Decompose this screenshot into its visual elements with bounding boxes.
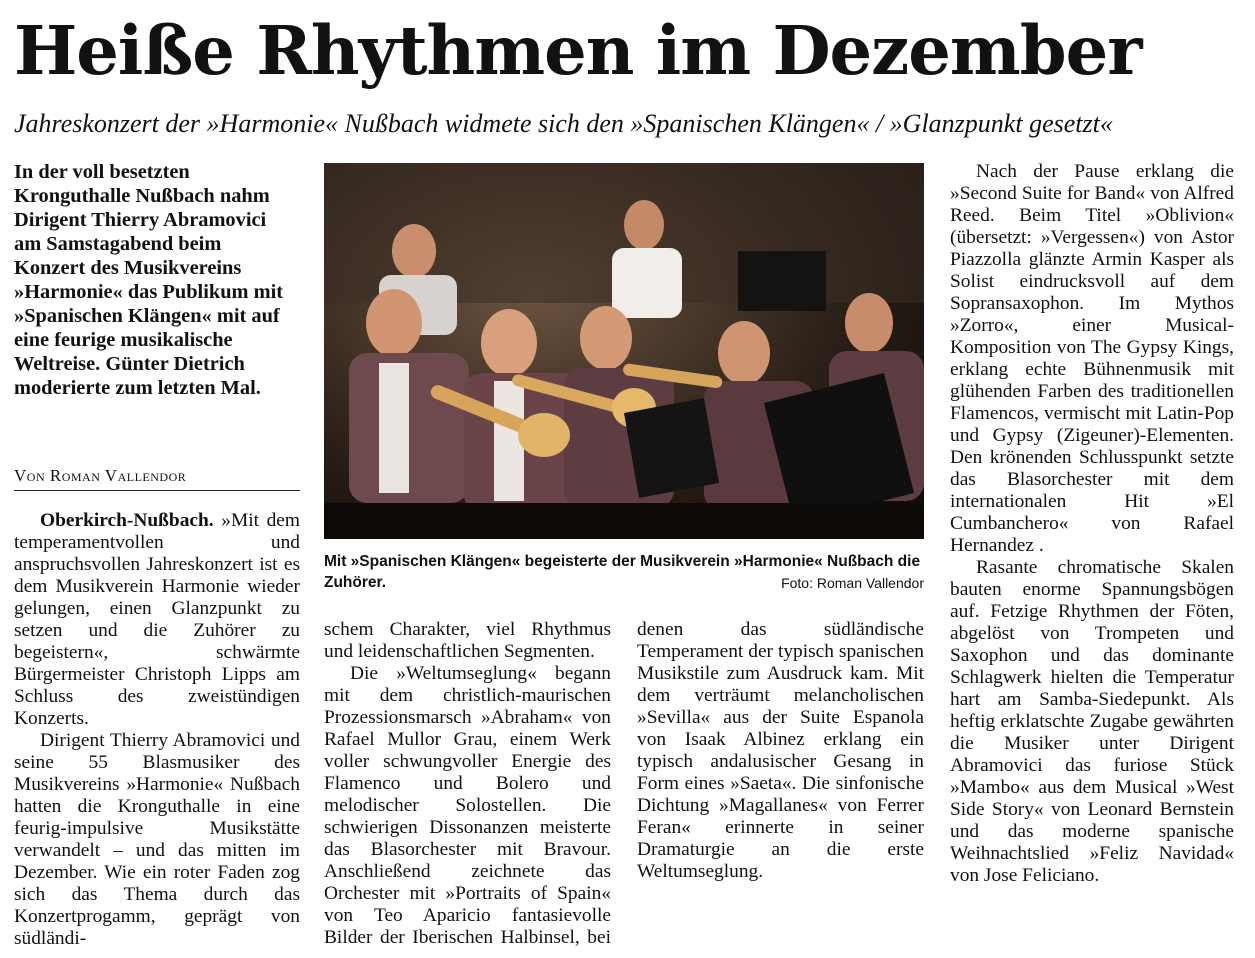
- byline: [14, 466, 300, 491]
- body-text-2: Dirigent Thierry Abramovici und seine 55 Blasmusiker des Musikvereins »Harmonie« Nußbach hatten die Kronguthalle in eine feurig-impulsive Musikstätte verwandelt – und das mitten im Dezember. Wie ein roter Faden zog sich das Thema durch das Konzertprogamm, geprägt von südländi-: [14, 730, 300, 949]
- body-paragraph-5: [950, 557, 1234, 887]
- body-paragraph-2: [14, 730, 300, 950]
- byline-author: Roman Vallendor: [49, 466, 187, 485]
- body-paragraph-4: [950, 161, 1234, 557]
- headline: Heiße Rhythmen im Dezember: [14, 11, 1142, 90]
- concert-photo: [324, 163, 924, 539]
- column-2-3: [324, 619, 924, 949]
- body-paragraph-1: [14, 510, 300, 730]
- column-4: [950, 161, 1234, 887]
- photo-credit: Foto: Roman Vallendor: [781, 575, 924, 591]
- body-text-3: Die »Weltumseglung« begann mit dem christlich-maurischen Prozessionsmarsch »Abraham« von Rafael Mullor Grau, einem Werk voller schwungvoller Energie des Flamenco und Bolero und melodischer Solostellen. Die schwierigen Dissonanzen meisterte das Blasorchester mit Bravour. Anschließend zeichnete das Orchester mit »Portraits of Spain« von Teo Aparicio fantasievolle Bilder der Iberischen Halbinsel, bei denen das südländische Temperament der typisch spanischen Musikstile zum Ausdruck kam. Mit dem verträumt melancholischen »Sevilla« aus der Suite Espanola von Isaak Albinez erklang ein typisch andalusischer Gesang in Form eines »Saeta«. Die sinfonische Dichtung »Magallanes« von Ferrer Feran« erinnerte in seiner Dramaturgie an die erste Weltumseglung.: [324, 619, 924, 948]
- body-text-2-cont: schem Charakter, viel Rhythmus und leidenschaftlichen Segmenten.: [324, 619, 611, 662]
- body-paragraph-3: [324, 619, 924, 949]
- body-text-5: Rasante chromatische Skalen bauten enorme Spannungsbögen auf. Fetzige Rhythmen der Föten, abgelöst von Trompeten und Saxophon und das dominante Schlagwerk hielten die Temperatur hart am Samba-Siedepunkt. Als heftig erklatschte Zugabe gewährten die Musiker unter Dirigent Abramovici das furiose Stück »Mambo« aus dem Musical »West Side Story« von Leonard Bernstein und das moderne spanische Weihnachtslied »Feliz Navidad« von Jose Feliciano.: [950, 557, 1234, 886]
- body-text-4: Nach der Pause erklang die »Second Suite for Band« von Alfred Reed. Beim Titel »Oblivion« (übersetzt: »Vergessen«) von Astor Piazzolla glänzte Armin Kasper als Solist eindrucksvoll auf dem Sopransaxophon. Im Mythos »Zorro«, einer Musical-Komposition von The Gypsy Kings, erklang echte Bühnenmusik mit glühenden Farben des traditionellen Flamencos, vermischt mit Latin-Pop und Gypsy (Zigeuner)-Elementen. Den krönenden Schlusspunkt setzte das Blasorchester mit dem internationalen Hit »El Cumbanchero« von Rafael Hernandez .: [950, 161, 1234, 556]
- body-paragraph-2-cont: [324, 619, 611, 663]
- subheadline: Jahreskonzert der »Harmonie« Nußbach widmete sich den »Spanischen Klängen« / »Glanzpunkt gesetzt«: [14, 109, 1113, 138]
- column-1: [14, 510, 300, 950]
- teaser: In der voll besetzten Kronguthalle Nußbach nahm Dirigent Thierry Abramovici am Samstagabend beim Konzert des Musikvereins »Harmonie« das Publikum mit »Spanischen Klängen« mit auf eine feurige musikalische Weltreise. Günter Dietrich moderierte zum letzten Mal.: [14, 161, 284, 399]
- dateline: Oberkirch-Nußbach.: [40, 510, 214, 531]
- byline-prefix: Von: [14, 466, 46, 485]
- orchestra-photo-illustration: [324, 163, 924, 539]
- body-text-1: »Mit dem temperamentvollen und anspruchsvollen Jahreskonzert ist es dem Musikverein Harmonie wieder gelungen, einen Glanzpunkt zu setzen und die Zuhörer zu begeistern«, schwärmte Bürgermeister Christoph Lipps am Schluss des zweistündigen Konzerts.: [14, 510, 300, 729]
- photo-caption: Mit »Spanischen Klängen« begeisterte der Musikverein »Harmonie« Nußbach die Zuhörer.: [324, 553, 921, 591]
